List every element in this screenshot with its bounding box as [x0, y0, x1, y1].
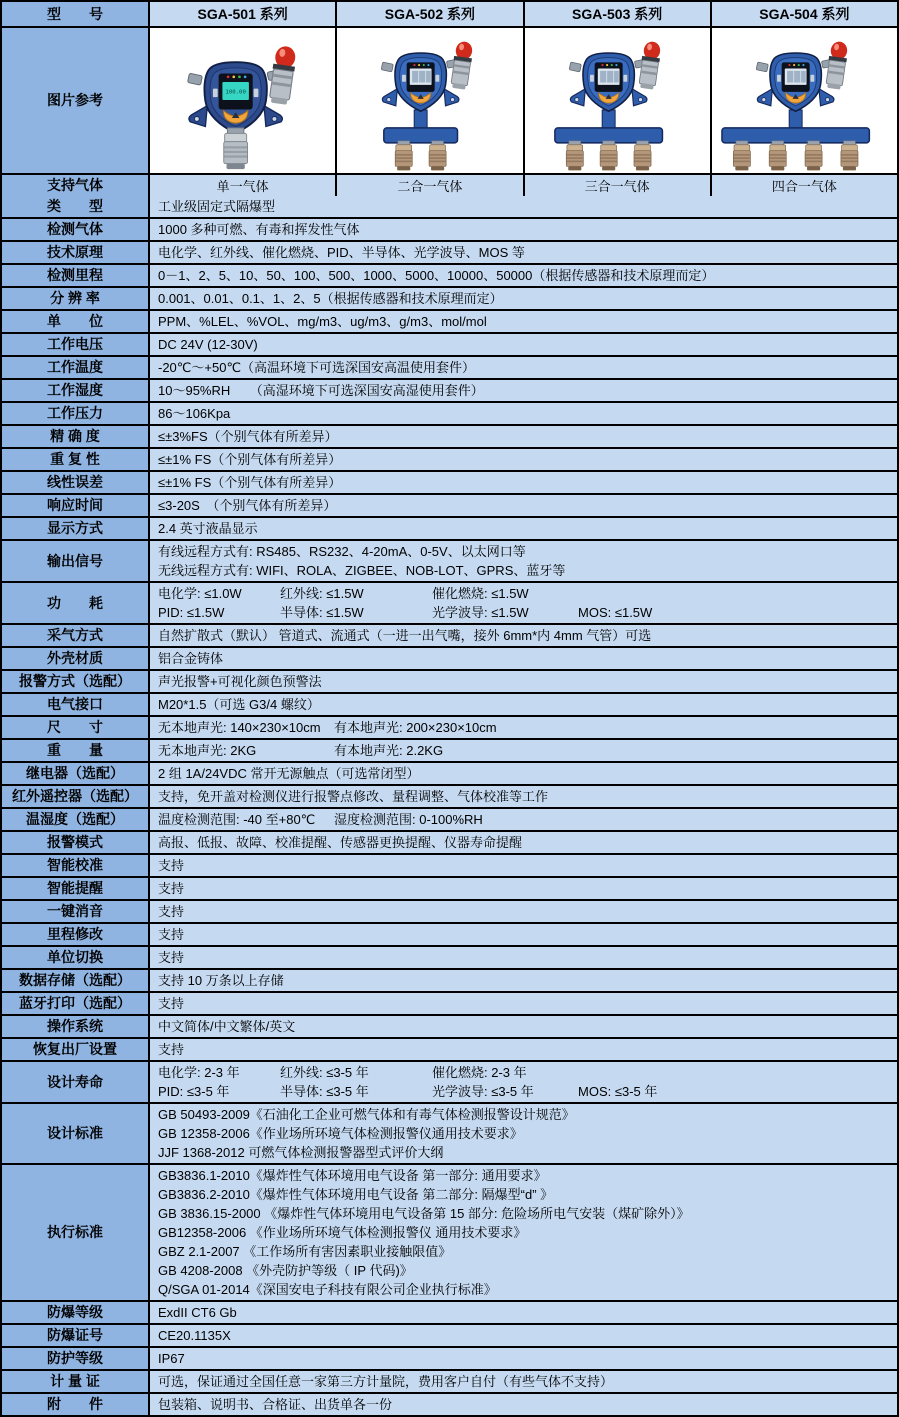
table-header-row [2, 2, 897, 26]
value-segment: 电化学: 2-3 年 [158, 1065, 240, 1080]
value-line: 铝合金铸体 [158, 651, 224, 666]
value-line [158, 1063, 889, 1082]
svg-text:100.00: 100.00 [225, 89, 246, 96]
spec-row [2, 692, 897, 715]
row-label: 支持气体 [2, 175, 150, 196]
row-label: 响应时间 [2, 495, 150, 516]
value-line: 包装箱、说明书、合格证、出货单各一份 [158, 1397, 393, 1412]
row-label: 型 号 [2, 2, 150, 26]
row-value [150, 1302, 897, 1323]
value-line: 无线远程方式有: WIFI、ROLA、ZIGBEE、NOB-LOT、GPRS、蓝牙等 [158, 563, 566, 578]
gas-detector-illustration [150, 28, 335, 173]
spec-row [2, 217, 897, 240]
value-segment: 电化学: ≤1.0W [158, 586, 242, 601]
row-value [150, 901, 897, 922]
value-line: GB 12358-2006《作业场所环境气体检测报警仪通用技术要求》 [158, 1126, 523, 1141]
spec-row [2, 922, 897, 945]
detector-image-sga-502 [337, 28, 524, 173]
row-value [150, 1394, 897, 1415]
detector-image-sga-504 [712, 28, 897, 173]
spec-row [2, 991, 897, 1014]
model-name-sga-502: SGA-502 系列 [337, 2, 524, 26]
value-segment: 有本地声光: 2.2KG [334, 743, 444, 758]
row-value [150, 541, 897, 581]
spec-row [2, 1392, 897, 1415]
spec-row [2, 1369, 897, 1392]
gas-type-value: 单一气体 [150, 175, 337, 196]
row-label: 一键消音 [2, 901, 150, 922]
value-line: GB3836.1-2010《爆炸性气体环境用电气设备 第一部分: 通用要求》 [158, 1168, 547, 1183]
row-label: 工作电压 [2, 334, 150, 355]
spec-row [2, 1037, 897, 1060]
row-value [150, 740, 897, 761]
spec-rows-container [2, 196, 897, 1415]
row-label: 红外遥控器（选配） [2, 786, 150, 807]
value-line: DC 24V (12-30V) [158, 337, 258, 352]
spec-row [2, 968, 897, 991]
spec-row [2, 286, 897, 309]
row-label: 恢复出厂设置 [2, 1039, 150, 1060]
spec-row [2, 516, 897, 539]
row-value [150, 334, 897, 355]
row-value [150, 380, 897, 401]
value-line: ExdII CT6 Gb [158, 1305, 237, 1320]
value-line: 支持 [158, 904, 185, 919]
value-line [158, 741, 889, 760]
value-line: 声光报警+可视化颜色预警法 [158, 674, 322, 689]
gas-type-value: 三合一气体 [525, 175, 712, 196]
row-label: 防护等级 [2, 1348, 150, 1369]
row-value [150, 625, 897, 646]
spec-row [2, 1014, 897, 1037]
row-value [150, 763, 897, 784]
value-segment: 光学波导: ≤3-5 年 [432, 1084, 534, 1099]
row-label: 防爆等级 [2, 1302, 150, 1323]
row-value [150, 1016, 897, 1037]
table-gas-row [2, 173, 897, 196]
gas-detector-illustration [337, 28, 522, 173]
row-value [150, 648, 897, 669]
value-line: 高报、低报、故障、校准提醒、传感器更换提醒、仪器寿命提醒 [158, 835, 523, 850]
spec-row [2, 646, 897, 669]
row-label: 检测里程 [2, 265, 150, 286]
row-label: 附 件 [2, 1394, 150, 1415]
row-label: 显示方式 [2, 518, 150, 539]
value-line: ≤±3%FS（个别气体有所差异） [158, 429, 338, 444]
value-line: GB12358-2006 《作业场所环境气体检测报警仪 通用技术要求》 [158, 1225, 527, 1240]
value-segment: 红外线: ≤1.5W [280, 586, 364, 601]
value-line: JJF 1368-2012 可燃气体检测报警器型式评价大纲 [158, 1145, 444, 1160]
value-line: 0－1、2、5、10、50、100、500、1000、5000、10000、50000（根据传感器和技术原理而定） [158, 268, 715, 283]
row-value [150, 357, 897, 378]
spec-row [2, 807, 897, 830]
row-label: 功 耗 [2, 583, 150, 623]
row-label: 设计标准 [2, 1104, 150, 1163]
table-image-row [2, 26, 897, 173]
row-label: 单位切换 [2, 947, 150, 968]
row-label: 类 型 [2, 196, 150, 217]
row-label: 检测气体 [2, 219, 150, 240]
value-line: 电化学、红外线、催化燃烧、PID、半导体、光学波导、MOS 等 [158, 245, 525, 260]
value-line [158, 810, 889, 829]
row-value [150, 1371, 897, 1392]
spec-row [2, 899, 897, 922]
spec-row [2, 309, 897, 332]
row-value [150, 1165, 897, 1300]
value-line: 可选，保证通过全国任意一家第三方计量院，费用客户自付（有些气体不支持） [158, 1374, 614, 1389]
value-segment: 催化燃烧: 2-3 年 [432, 1065, 527, 1080]
value-segment: MOS: ≤1.5W [578, 605, 653, 620]
value-line: 支持 10 万条以上存储 [158, 973, 284, 988]
row-value [150, 196, 897, 217]
row-label: 智能校准 [2, 855, 150, 876]
spec-row [2, 355, 897, 378]
row-value [150, 495, 897, 516]
gas-detector-illustration [525, 28, 710, 173]
row-label: 数据存储（选配） [2, 970, 150, 991]
spec-row [2, 761, 897, 784]
row-label: 温湿度（选配） [2, 809, 150, 830]
value-line: 2 组 1A/24VDC 常开无源触点（可选常闭型） [158, 766, 420, 781]
row-value [150, 970, 897, 991]
value-line: ≤3-20S （个别气体有所差异） [158, 498, 337, 513]
value-line: 支持 [158, 927, 185, 942]
value-segment: 温度检测范围: -40 至+80℃ [158, 812, 316, 827]
row-value [150, 809, 897, 830]
value-segment: MOS: ≤3-5 年 [578, 1084, 658, 1099]
spec-row [2, 447, 897, 470]
value-line: 支持，免开盖对检测仪进行报警点修改、量程调整、气体校准等工作 [158, 789, 549, 804]
value-segment: 光学波导: ≤1.5W [432, 605, 529, 620]
value-line: 中文简体/中文繁体/英文 [158, 1019, 296, 1034]
value-line: Q/SGA 01-2014《深国安电子科技有限公司企业执行标准》 [158, 1282, 497, 1297]
model-name-sga-504: SGA-504 系列 [712, 2, 897, 26]
row-value [150, 242, 897, 263]
row-value [150, 855, 897, 876]
row-value [150, 786, 897, 807]
row-value [150, 1104, 897, 1163]
value-segment: PID: ≤3-5 年 [158, 1084, 230, 1099]
value-line: 支持 [158, 950, 185, 965]
spec-row [2, 945, 897, 968]
value-line: GB 3836.15-2000 《爆炸性气体环境用电气设备第 15 部分: 危险场所电气安装（煤矿除外）》 [158, 1206, 690, 1221]
row-label: 智能提醒 [2, 878, 150, 899]
spec-row [2, 738, 897, 761]
value-line [158, 584, 889, 603]
row-label: 蓝牙打印（选配） [2, 993, 150, 1014]
spec-row [2, 263, 897, 286]
spec-row [2, 240, 897, 263]
value-segment: 无本地声光: 2KG [158, 743, 257, 758]
value-line: -20℃～+50℃（高温环境下可选深国安高温使用套件） [158, 360, 476, 375]
value-segment: PID: ≤1.5W [158, 605, 225, 620]
row-label: 电气接口 [2, 694, 150, 715]
spec-row [2, 1300, 897, 1323]
row-label: 操作系统 [2, 1016, 150, 1037]
value-line: IP67 [158, 1351, 185, 1366]
spec-row [2, 493, 897, 516]
value-line: 支持 [158, 996, 185, 1011]
row-label: 分 辨 率 [2, 288, 150, 309]
value-line: GB 50493-2009《石油化工企业可燃气体和有毒气体检测报警设计规范》 [158, 1107, 575, 1122]
row-label: 外壳材质 [2, 648, 150, 669]
spec-row [2, 332, 897, 355]
spec-row [2, 1060, 897, 1102]
value-line: 工业级固定式隔爆型 [158, 199, 276, 214]
row-label: 工作湿度 [2, 380, 150, 401]
spec-row [2, 378, 897, 401]
row-label: 计 量 证 [2, 1371, 150, 1392]
row-label: 技术原理 [2, 242, 150, 263]
row-value [150, 403, 897, 424]
value-line [158, 1082, 889, 1101]
spec-row [2, 1163, 897, 1300]
value-line: PPM、%LEL、%VOL、mg/m3、ug/m3、g/m3、mol/mol [158, 314, 487, 329]
row-value [150, 878, 897, 899]
row-label: 尺 寸 [2, 717, 150, 738]
row-value [150, 947, 897, 968]
value-line: 支持 [158, 881, 185, 896]
row-value [150, 832, 897, 853]
gas-detector-illustration [712, 28, 897, 173]
spec-row [2, 623, 897, 646]
spec-row [2, 715, 897, 738]
value-segment: 红外线: ≤3-5 年 [280, 1065, 369, 1080]
row-label: 执行标准 [2, 1165, 150, 1300]
value-line: GB3836.2-2010《爆炸性气体环境用电气设备 第二部分: 隔爆型“d” 》 [158, 1187, 554, 1202]
value-line [158, 718, 889, 737]
spec-row [2, 784, 897, 807]
row-label: 设计寿命 [2, 1062, 150, 1102]
row-value [150, 518, 897, 539]
value-line: 有线远程方式有: RS485、RS232、4-20mA、0-5V、以太网口等 [158, 544, 526, 559]
detector-image-sga-503 [525, 28, 712, 173]
spec-row [2, 401, 897, 424]
row-label: 线性误差 [2, 472, 150, 493]
row-label: 防爆证号 [2, 1325, 150, 1346]
row-value [150, 993, 897, 1014]
row-value [150, 219, 897, 240]
row-value [150, 924, 897, 945]
row-label: 输出信号 [2, 541, 150, 581]
value-segment: 湿度检测范围: 0-100%RH [334, 812, 483, 827]
value-line: GB 4208-2008 《外壳防护等级（ IP 代码)》 [158, 1263, 413, 1278]
spec-row [2, 1323, 897, 1346]
model-name-sga-503: SGA-503 系列 [525, 2, 712, 26]
row-label: 精 确 度 [2, 426, 150, 447]
value-line: ≤±1% FS（个别气体有所差异） [158, 452, 342, 467]
spec-row [2, 830, 897, 853]
row-label: 报警模式 [2, 832, 150, 853]
value-line: GBZ 2.1-2007 《工作场所有害因素职业接触限值》 [158, 1244, 452, 1259]
row-value [150, 1325, 897, 1346]
value-line: 2.4 英寸液晶显示 [158, 521, 258, 536]
spec-row [2, 581, 897, 623]
row-value [150, 426, 897, 447]
row-label: 里程修改 [2, 924, 150, 945]
row-value [150, 1062, 897, 1102]
row-label: 采气方式 [2, 625, 150, 646]
spec-row [2, 876, 897, 899]
row-value [150, 1348, 897, 1369]
detector-image-sga-501 [150, 28, 337, 173]
value-line: 支持 [158, 858, 185, 873]
value-line [158, 603, 889, 622]
spec-row [2, 1346, 897, 1369]
row-label: 图片参考 [2, 28, 150, 173]
spec-row [2, 424, 897, 447]
row-label: 重 量 [2, 740, 150, 761]
value-segment: 半导体: ≤1.5W [280, 605, 364, 620]
value-line: 支持 [158, 1042, 185, 1057]
spec-row [2, 539, 897, 581]
row-value [150, 288, 897, 309]
gas-type-value: 二合一气体 [337, 175, 524, 196]
value-line: ≤±1% FS（个别气体有所差异） [158, 475, 342, 490]
row-label: 继电器（选配） [2, 763, 150, 784]
value-line: 0.001、0.01、0.1、1、2、5（根据传感器和技术原理而定） [158, 291, 503, 306]
value-segment: 催化燃烧: ≤1.5W [432, 586, 529, 601]
spec-row [2, 669, 897, 692]
spec-row [2, 196, 897, 217]
row-value [150, 671, 897, 692]
value-line: 自然扩散式（默认） 管道式、流通式（一进一出气嘴，接外 6mm*内 4mm 气管）可选 [158, 628, 652, 643]
row-label: 工作温度 [2, 357, 150, 378]
row-value [150, 472, 897, 493]
spec-row [2, 1102, 897, 1163]
row-label: 单 位 [2, 311, 150, 332]
gas-type-value: 四合一气体 [712, 175, 897, 196]
row-value [150, 717, 897, 738]
row-label: 重 复 性 [2, 449, 150, 470]
row-value [150, 449, 897, 470]
value-line: CE20.1135X [158, 1328, 231, 1343]
row-value [150, 583, 897, 623]
row-value [150, 311, 897, 332]
value-segment: 有本地声光: 200×230×10cm [334, 720, 497, 735]
value-segment: 半导体: ≤3-5 年 [280, 1084, 369, 1099]
spec-row [2, 470, 897, 493]
value-line: 10～95%RH （高湿环境下可选深国安高湿使用套件） [158, 383, 484, 398]
row-value [150, 265, 897, 286]
spec-row [2, 853, 897, 876]
row-label: 工作压力 [2, 403, 150, 424]
value-line: 86～106Kpa [158, 406, 231, 421]
model-name-sga-501: SGA-501 系列 [150, 2, 337, 26]
value-line: 1000 多种可燃、有毒和挥发性气体 [158, 222, 360, 237]
value-segment: 无本地声光: 140×230×10cm [158, 720, 321, 735]
row-value [150, 1039, 897, 1060]
value-line: M20*1.5（可选 G3/4 螺纹） [158, 697, 320, 712]
row-label: 报警方式（选配） [2, 671, 150, 692]
row-value [150, 694, 897, 715]
